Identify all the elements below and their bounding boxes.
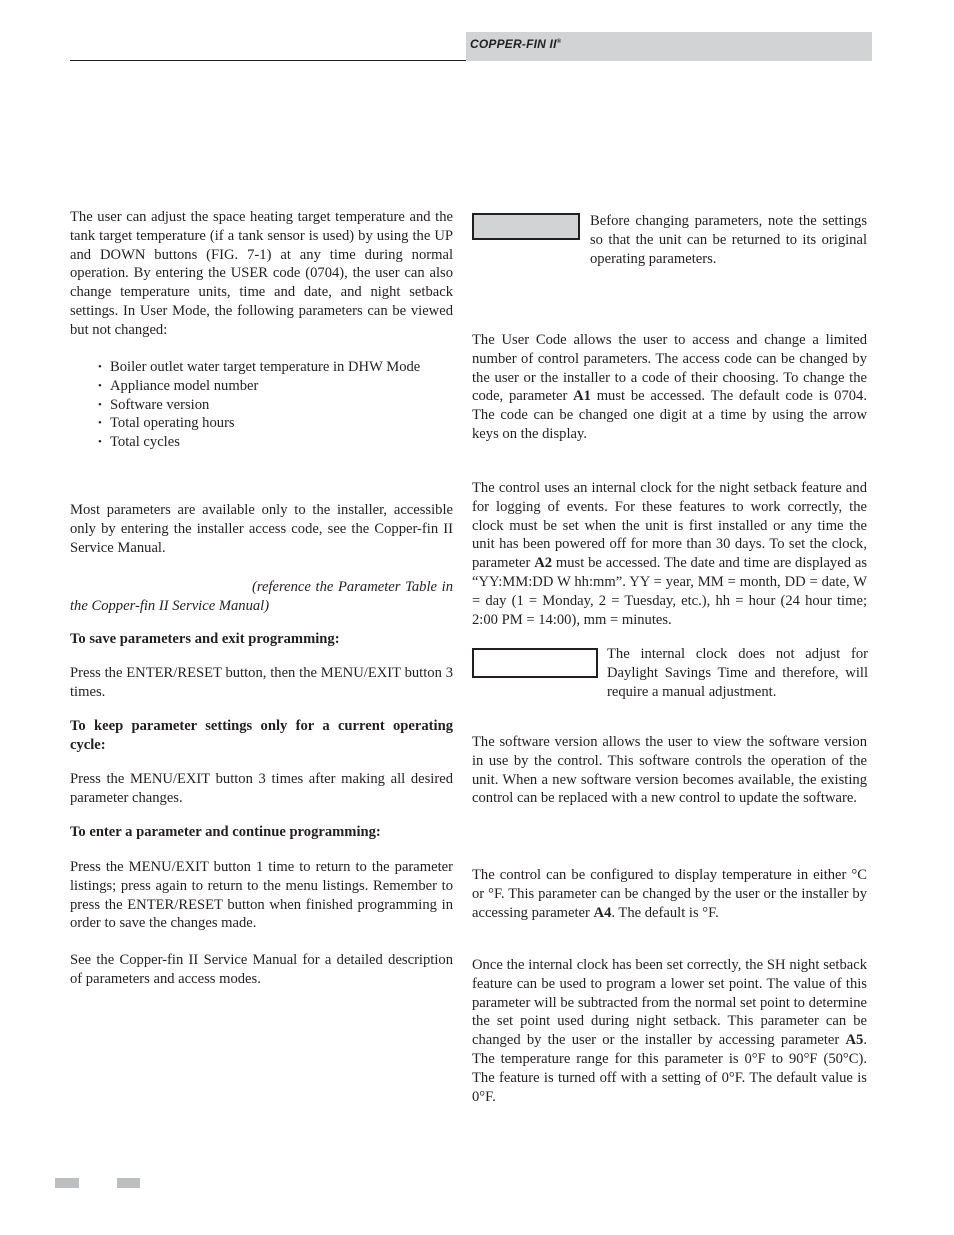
param-a1: A1 [573,388,591,405]
user-mode-intro: The user can adjust the space heating target temperature and the tank target temperature (if a tank sensor is used) by using the UP and DOWN buttons (FIG. 7-1) at any time during normal operation. By entering the USER code (0704), the user can also change temperature units, time and date, and night setback settings. In User Mode, the following parameters can be viewed but not changed: [70,209,453,338]
list-item: • Total cycles [96,433,420,452]
param-a2: A2 [534,555,553,572]
caution-label-box [472,213,580,240]
clock-text: The control uses an internal clock for the night setback feature and for logging of events. For these features to work correctly, the clock must be set when the unit is first installed or any time the unit has been powered off for more than 30 days. To set the clock, parameter [472,480,867,572]
list-item: • Appliance model number [96,377,420,396]
save-parameters-body: Press the ENTER/RESET button, then the MENU/EXIT button 3 times. [70,665,453,700]
installer-access-paragraph: Most parameters are available only to the installer, accessible only by entering the installer access code, see the Copper-fin II Service Manual. [70,502,453,556]
list-item: • Software version [96,396,420,415]
list-item: • Boiler outlet water target temperature in DHW Mode [96,358,420,377]
night-setback-paragraph [472,956,867,1106]
temp-units-text-end: . The default is °F. [611,904,719,921]
temp-units-text: The control can be configured to display temperature in either °C or °F. This parameter can be changed by the user or the installer by accessing parameter [472,867,867,921]
software-version-paragraph: The software version allows the user to view the software version in use by the control. This software controls the operation of the unit. When a new software version becomes available, the existing control can be replaced with a new control to update the software. [472,734,867,807]
caution-note-text: Before changing parameters, note the settings so that the unit can be returned to its original operating parameters. [590,213,867,267]
clock-paragraph [472,479,867,629]
view-only-parameter-list [96,358,420,452]
user-code-paragraph [472,331,867,444]
clock-text-end: must be accessed. The date and time are displayed as “YY:MM:DD W hh:mm”. YY = year, MM = month, DD = date, W = day (1 = Monday, 2 = Tuesday, etc.), hh = hour (24 hour time; 2:00 PM = 14:00), mm = minutes. [472,555,867,628]
enter-parameter-heading: To enter a parameter and continue programming: [70,824,381,840]
list-item: • Total operating hours [96,414,420,433]
keep-settings-body: Press the MENU/EXIT button 3 times after making all desired parameter changes. [70,771,453,806]
daylight-savings-note: The internal clock does not adjust for Daylight Savings Time and therefore, will require a manual adjustment. [607,646,868,700]
note-label-box [472,648,598,678]
brand-logo [470,37,561,51]
parameter-table-reference: (reference the Parameter Table in the Copper-fin II Service Manual) [70,579,453,614]
footer-tab-left [55,1178,79,1188]
keep-settings-heading: To keep parameter settings only for a current operating cycle: [70,718,453,753]
param-a5: A5 [845,1032,864,1049]
enter-parameter-body: Press the MENU/EXIT button 1 time to return to the parameter listings; press again to return to the menu listings. Remember to press the ENTER/RESET button when finished programming in order to save the changes made. [70,859,453,932]
user-code-text: The User Code allows the user to access and change a limited number of control parameters. The access code can be changed by the user or the installer to a code of their choosing. To change the code, parameter [472,332,867,405]
brand-logo-text: COPPER-FIN II [470,37,557,51]
registered-mark: ® [556,39,562,45]
user-code-text-end: must be accessed. The default code is 0704. The code can be changed one digit at a time by using the arrow keys on the display. [472,388,867,442]
temperature-units-paragraph [472,866,867,922]
service-manual-reference: See the Copper-fin II Service Manual for a detailed description of parameters and access modes. [70,952,453,987]
footer-tab-right [117,1178,140,1188]
setback-text: Once the internal clock has been set correctly, the SH night setback feature can be used to program a lower set point. The value of this parameter will be subtracted from the normal set point to determine the set point used during night setback. This parameter can be changed by the user or the installer by accessing parameter [472,957,867,1049]
param-a4: A4 [593,904,612,921]
save-parameters-heading: To save parameters and exit programming: [70,631,340,647]
setback-text-end: . The temperature range for this parameter is 0°F to 90°F (50°C). The feature is turned off with a setting of 0°F. The default value is 0°F. [472,1032,867,1105]
